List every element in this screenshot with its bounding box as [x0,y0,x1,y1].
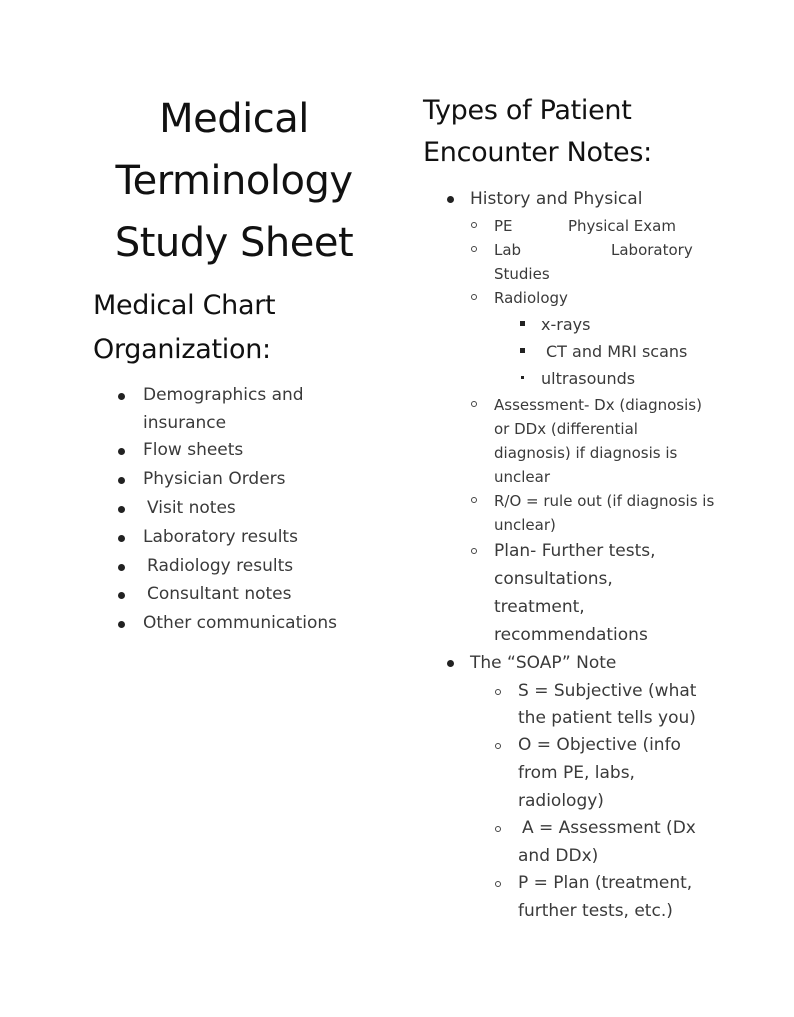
assessment-line: or DDx (differential [494,420,638,438]
circle-bullet-icon [471,497,477,503]
bullet-icon [118,506,125,513]
bullet-icon [118,448,125,455]
soap-a-line: and DDx) [518,846,599,866]
circle-bullet-icon [495,881,501,887]
soap-s-line: the patient tells you) [518,708,696,728]
pe-full: Physical Exam [568,217,676,235]
title-line-1: Medical [159,96,309,142]
plan-line: Plan- Further tests, [494,541,656,561]
plan-line: consultations, [494,569,613,589]
soap-p-line: P = Plan (treatment, [518,873,693,893]
radiology-item: ultrasounds [541,369,636,388]
lab-abbr: Lab [494,241,522,259]
assessment-line: Assessment- Dx (diagnosis) [494,396,702,414]
title-line-3: Study Sheet [114,220,354,266]
assessment-line: unclear [494,468,551,486]
list-item: Physician Orders [143,469,286,489]
list-item: Visit notes [147,498,236,518]
radiology-item: CT and MRI scans [546,342,688,361]
soap-label: The “SOAP” Note [470,653,617,673]
soap-s-line: S = Subjective (what [518,681,697,701]
circle-bullet-icon [471,401,477,407]
circle-bullet-icon [471,222,477,228]
pe-abbr: PE [494,217,513,235]
soap-p-line: further tests, etc.) [518,901,673,921]
soap-a-line: A = Assessment (Dx [522,818,696,838]
radiology-label: Radiology [494,289,568,307]
plan-line: treatment, [494,597,585,617]
list-item: Laboratory results [143,527,298,547]
square-bullet-icon [521,376,524,379]
ro-line: unclear) [494,516,556,534]
bullet-icon [447,660,454,667]
lab-cont: Studies [494,265,550,283]
bullet-icon [118,393,125,400]
list-item: Consultant notes [147,584,292,604]
bullet-icon [447,196,454,203]
list-item: Demographics and [143,385,304,405]
soap-o-line: O = Objective (info [518,735,681,755]
bullet-icon [118,535,125,542]
bullet-icon [118,592,125,599]
ro-line: R/O = rule out (if diagnosis is [494,492,715,510]
circle-bullet-icon [471,548,477,554]
circle-bullet-icon [495,743,501,749]
circle-bullet-icon [471,294,477,300]
lab-full: Laboratory [611,241,693,259]
plan-line: recommendations [494,625,648,645]
list-item: Other communications [143,613,337,633]
title-line-2: Terminology [115,158,353,204]
square-bullet-icon [520,348,525,353]
square-bullet-icon [520,321,525,326]
bullet-icon [118,621,125,628]
list-item-cont: insurance [143,413,227,433]
hp-label: History and Physical [470,189,643,209]
soap-o-line: from PE, labs, [518,763,635,783]
bullet-icon [118,564,125,571]
radiology-item: x-rays [541,315,591,334]
soap-o-line: radiology) [518,791,604,811]
list-item: Radiology results [147,556,294,576]
chart-org-heading-1: Medical Chart [93,290,276,321]
circle-bullet-icon [495,826,501,832]
circle-bullet-icon [471,246,477,252]
chart-org-heading-2: Organization: [93,334,271,365]
bullet-icon [118,477,125,484]
list-item: Flow sheets [143,440,244,460]
assessment-line: diagnosis) if diagnosis is [494,444,678,462]
encounter-heading-1: Types of Patient [423,95,632,126]
encounter-heading-2: Encounter Notes: [423,137,652,168]
circle-bullet-icon [495,689,501,695]
